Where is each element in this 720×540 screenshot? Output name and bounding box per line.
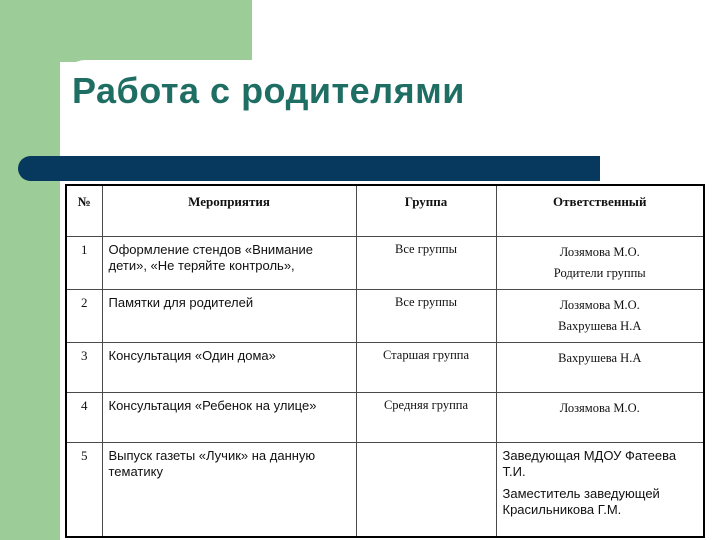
row-number: 2 — [66, 290, 102, 343]
row-responsible — [496, 237, 704, 290]
table-header-row — [66, 185, 704, 237]
title-underline-bar — [18, 156, 600, 181]
responsible-person: Родители группы — [553, 266, 646, 280]
row-number: 4 — [66, 393, 102, 443]
responsible-person: Вахрушева Н.А — [558, 351, 642, 365]
row-group: Все группы — [356, 290, 496, 343]
row-event: Консультация «Ребенок на улице» — [102, 393, 356, 443]
row-number: 5 — [66, 443, 102, 538]
header-number: № — [66, 185, 102, 237]
responsible-person: Вахрушева Н.А — [558, 319, 642, 333]
responsible-person: Лозямова М.О. — [559, 401, 640, 415]
table-row — [66, 393, 704, 443]
row-group: Все группы — [356, 237, 496, 290]
green-side-band — [0, 0, 60, 540]
responsible-person: Лозямова М.О. — [559, 298, 640, 312]
header-events: Мероприятия — [102, 185, 356, 237]
green-top-band — [0, 0, 252, 62]
events-table — [65, 184, 705, 538]
row-event: Оформление стендов «Внимание дети», «Не теряйте контроль», — [102, 237, 356, 290]
table-row — [66, 237, 704, 290]
row-event: Памятки для родителей — [102, 290, 356, 343]
row-responsible — [496, 343, 704, 393]
row-number: 1 — [66, 237, 102, 290]
row-responsible — [496, 290, 704, 343]
table-row — [66, 343, 704, 393]
row-responsible — [496, 393, 704, 443]
header-group: Группа — [356, 185, 496, 237]
responsible-person: Лозямова М.О. — [559, 245, 640, 259]
table-row — [66, 290, 704, 343]
responsible-person: Заместитель заведующей Красильникова Г.М. — [502, 486, 660, 517]
row-responsible — [496, 443, 704, 538]
row-group: Средняя группа — [356, 393, 496, 443]
row-event: Консультация «Один дома» — [102, 343, 356, 393]
row-event: Выпуск газеты «Лучик» на данную тематику — [102, 443, 356, 538]
responsible-person: Заведующая МДОУ Фатеева Т.И. — [502, 448, 677, 479]
header-responsible: Ответственный — [496, 185, 704, 237]
slide-title: Работа с родителями — [72, 70, 465, 111]
table-row — [66, 443, 704, 538]
row-group: Старшая группа — [356, 343, 496, 393]
row-number: 3 — [66, 343, 102, 393]
row-group — [356, 443, 496, 538]
